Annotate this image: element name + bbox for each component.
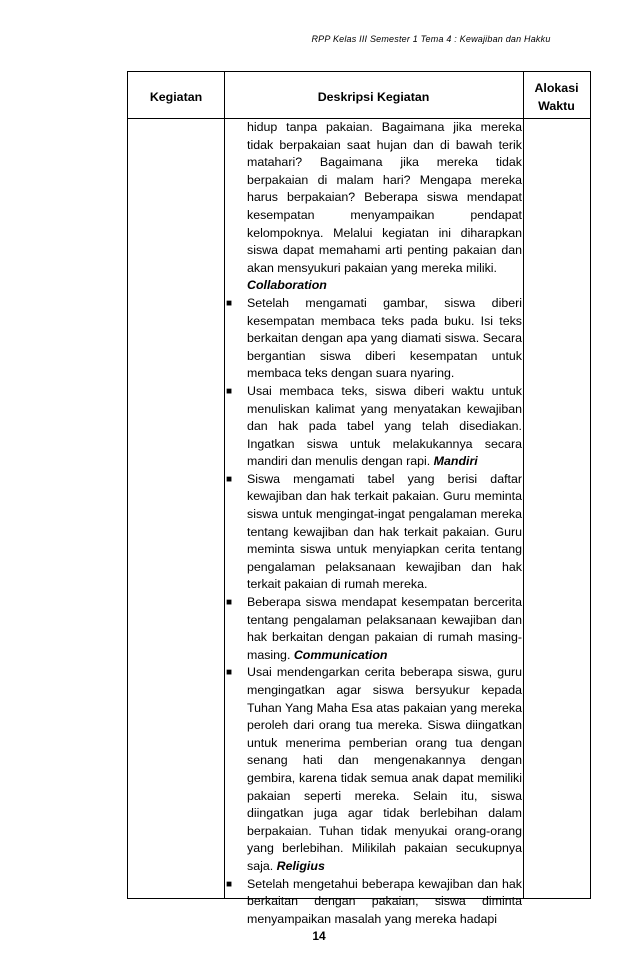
header-deskripsi: Deskripsi Kegiatan: [317, 90, 430, 104]
bullet-tag: Communication: [293, 647, 388, 662]
column-divider-2: [523, 72, 524, 898]
bullet-tag: Mandiri: [433, 454, 478, 469]
bullet-text: Setelah mengetahui beberapa kewajiban dan hak berkaitan dengan pakaian, siswa diminta menyampaikan masalah yang mereka hadapi: [247, 876, 522, 926]
square-bullet-icon: ■: [226, 597, 233, 609]
square-bullet-icon: ■: [226, 878, 233, 890]
square-bullet-icon: ■: [226, 667, 233, 679]
header-alokasi-line2: Waktu: [538, 99, 575, 113]
bullet-item: [225, 471, 522, 594]
square-bullet-icon: ■: [226, 473, 233, 485]
header-kegiatan: Kegiatan: [149, 90, 203, 104]
bullet-tag: Religius: [276, 858, 325, 873]
square-bullet-icon: ■: [226, 385, 233, 397]
bullet-item: [225, 383, 522, 471]
page-number: 14: [312, 929, 326, 943]
header-alokasi-line1: Alokasi: [534, 81, 579, 95]
continuation-paragraph: [225, 119, 522, 295]
bullet-text: Siswa mengamati tabel yang berisi daftar kewajiban dan hak terkait pakaian. Guru meminta siswa untuk mengingat-ingat pengalaman mereka tentang kewajiban dan hak terkait pakaian. Guru meminta siswa untuk menyiapkan cerita tentang pengalaman pelaksanaan kewajiban dan hak terkait pakaian di rumah mereka.: [247, 471, 522, 592]
bullet-text: Usai mendengarkan cerita beberapa siswa, guru mengingatkan agar siswa bersyukur kepada Tuhan Yang Maha Esa atas pakaian yang mereka peroleh dari orang tua mereka. Siswa diingatkan untuk menerima pemberian orang tua dengan senang hati dan mengenakannya dengan gembira, karena tidak semua anak dapat memiliki pakaian seperti mereka. Selain itu, siswa diingatkan juga agar tidak berlebihan dalam berpakaian. Tuhan tidak menyukai orang-orang yang berlebihan. Milikilah pakaian secukupnya saja.: [247, 665, 522, 873]
square-bullet-icon: ■: [226, 297, 233, 309]
header-alokasi-waktu: [523, 79, 590, 115]
continuation-tag: Collaboration: [247, 278, 327, 293]
bullet-text: Beberapa siswa mendapat kesempatan bercerita tentang pengalaman pelaksanaan kewajiban dan hak berkaitan dengan pakaian di rumah masing-masing.: [247, 595, 522, 662]
running-header: [0, 34, 638, 44]
activity-table: [127, 71, 591, 926]
bullet-item: [225, 295, 522, 383]
description-cell: [225, 119, 522, 928]
bullet-item: [225, 594, 522, 664]
continuation-text: hidup tanpa pakaian. Bagaimana jika mereka tidak berpakaian saat hujan dan di bawah terik matahari? Bagaimana jika mereka tidak berpakaian di malam hari? Mengapa mereka harus berpakaian? Beberapa siswa mendapat kesempatan menyampaikan pendapat kelompoknya. Melalui kegiatan ini diharapkan siswa dapat memahami arti penting pakaian dan akan mensyukuri pakaian yang mereka miliki.: [247, 120, 522, 275]
running-header-text: RPP Kelas III Semester 1 Tema 4 : Kewajiban dan Hakku: [311, 34, 551, 44]
bullet-text: Usai membaca teks, siswa diberi waktu untuk menuliskan kalimat yang menyatakan kewajiban dan hak pada tabel yang telah disediakan. Ingatkan siswa untuk melakukannya secara mandiri dan menulis dengan rapi.: [247, 383, 522, 469]
bullet-item: [225, 876, 522, 929]
bullet-text: Setelah mengamati gambar, siswa diberi kesempatan membaca teks pada buku. Isi teks berkaitan dengan apa yang diamati siswa. Secara bergantian siswa diberi kesempatan untuk membaca teks dengan suara nyaring.: [247, 295, 522, 381]
bullet-item: [225, 664, 522, 875]
